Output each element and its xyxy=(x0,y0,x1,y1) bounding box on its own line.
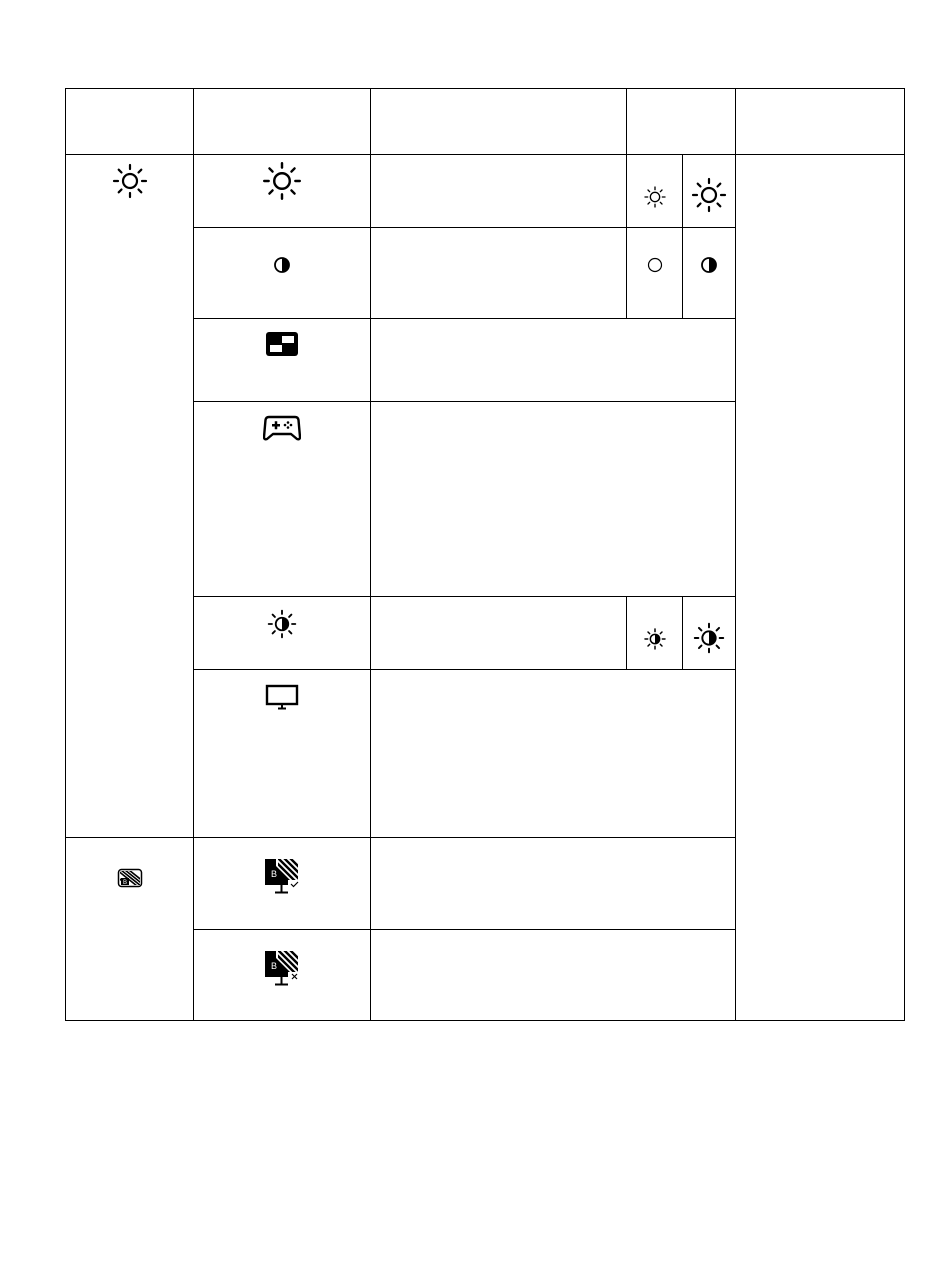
row-brightness xyxy=(66,155,905,228)
svg-text:B: B xyxy=(271,869,278,879)
submenu-game-mode xyxy=(194,402,371,597)
main-menu-cell-picture xyxy=(66,155,194,838)
monitor-icon xyxy=(265,684,299,715)
sun-brightness-icon xyxy=(262,161,302,206)
blue-light-on-icon xyxy=(262,856,302,905)
description-contrast xyxy=(371,228,627,319)
submenu-display xyxy=(194,670,371,838)
svg-text:B: B xyxy=(122,879,127,886)
main-menu-cell-blue-light xyxy=(66,838,194,1021)
header-main-menu xyxy=(66,89,194,155)
submenu-blue-light-off xyxy=(194,930,371,1021)
large-sun-icon xyxy=(691,177,727,218)
submenu-blue-light-on xyxy=(194,838,371,930)
large-dynamic-contrast-icon xyxy=(693,622,725,659)
description-blue-light-off xyxy=(371,930,736,1021)
description-display xyxy=(371,670,736,838)
description-game-mode xyxy=(371,402,736,597)
header-save-restore xyxy=(736,89,905,155)
save-restore-column xyxy=(736,155,905,1021)
submenu-brightness xyxy=(194,155,371,228)
adjust-decrease-dynamic-contrast xyxy=(627,597,683,670)
dynamic-contrast-icon xyxy=(267,609,297,644)
submenu-dynamic-contrast xyxy=(194,597,371,670)
adjust-decrease-contrast xyxy=(627,228,683,319)
blue-light-icon xyxy=(117,868,143,893)
header-controls xyxy=(627,89,736,155)
description-dynamic-contrast xyxy=(371,597,627,670)
small-dynamic-contrast-icon xyxy=(643,627,667,656)
small-sun-icon xyxy=(643,185,667,214)
contrast-icon xyxy=(273,256,291,279)
adjust-increase-contrast xyxy=(683,228,736,319)
submenu-picture-mode xyxy=(194,319,371,402)
description-blue-light-on xyxy=(371,838,736,930)
description-brightness xyxy=(371,155,627,228)
empty-circle-icon xyxy=(647,257,663,278)
svg-text:B: B xyxy=(271,961,278,971)
sun-brightness-icon xyxy=(112,163,148,204)
adjust-decrease-brightness xyxy=(627,155,683,228)
blue-light-off-icon xyxy=(262,948,302,997)
osd-menu-table xyxy=(65,88,905,1021)
header-row xyxy=(66,89,905,155)
description-picture-mode xyxy=(371,319,736,402)
gamepad-icon xyxy=(263,414,301,447)
adjust-increase-dynamic-contrast xyxy=(683,597,736,670)
submenu-contrast xyxy=(194,228,371,319)
header-submenu xyxy=(194,89,371,155)
picture-mode-icon xyxy=(265,331,299,362)
contrast-icon xyxy=(700,256,718,279)
adjust-increase-brightness xyxy=(683,155,736,228)
header-description xyxy=(371,89,627,155)
